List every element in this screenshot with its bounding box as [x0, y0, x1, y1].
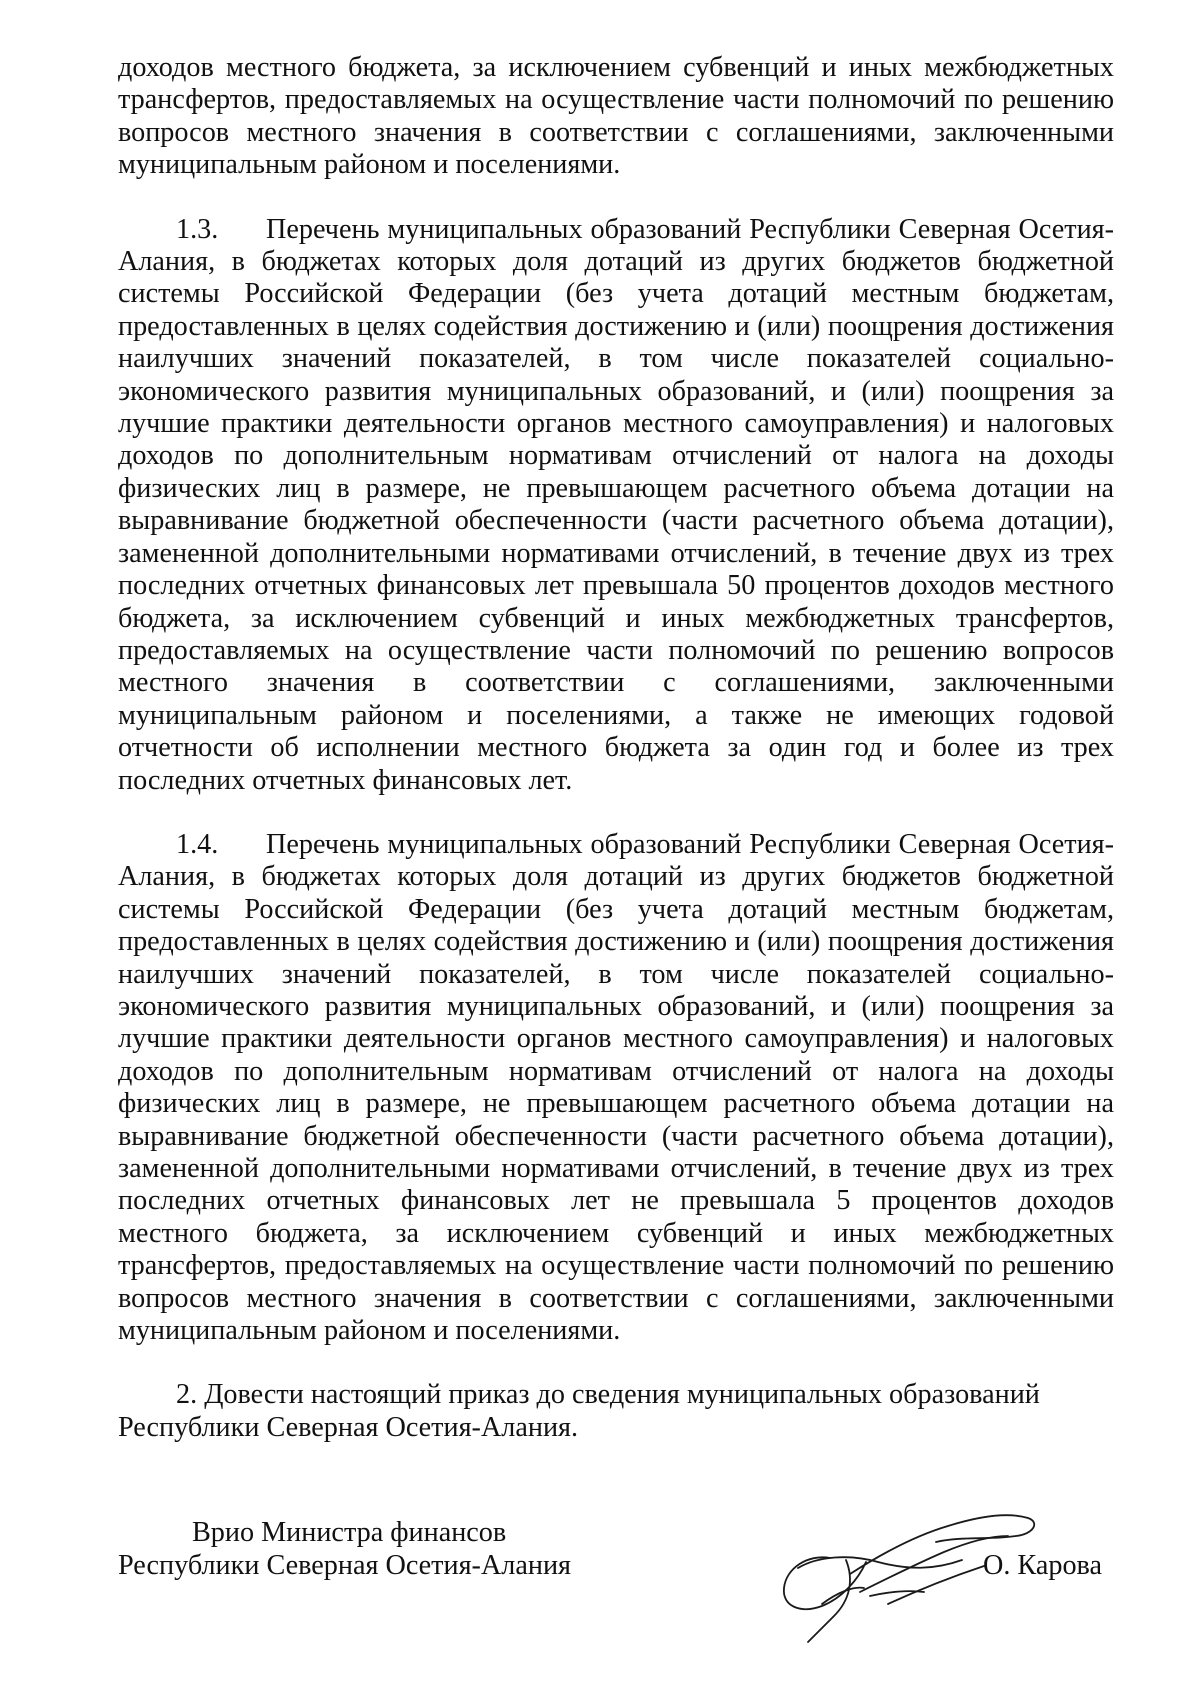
signer-position-line-1: Врио Министра финансов [192, 1517, 507, 1548]
paragraph-2: 2. Довести настоящий приказ до сведения муниципальных образований Республики Северная Осетия-Алания. [118, 1379, 1040, 1443]
signer-name: О. Карова [982, 1550, 1102, 1581]
paragraph-continuation: доходов местного бюджета, за исключением субвенций и иных межбюджетных трансфертов, предоставляемых на осуществление части полномочий по решению вопросов местного значения в соответствии с соглашениями, заключенными муниципальным районом и поселениями. [118, 52, 1114, 181]
paragraph-gap [118, 182, 1114, 214]
paragraph-1-4 [118, 829, 1114, 1348]
paragraph-gap [118, 797, 1114, 829]
paragraph-number: 1.4. [176, 828, 219, 860]
signer-position [118, 1516, 678, 1582]
paragraph-1-3 [118, 214, 1114, 797]
signer-position-line-2: Республики Северная Осетия-Алания [118, 1550, 572, 1581]
paragraph-number: 1.3. [176, 213, 219, 245]
paragraph-text: Перечень муниципальных образований Республики Северная Осетия-Алания, в бюджетах которых доля дотаций из других бюджетов бюджетной системы Российской Федерации (без учета дотаций местным бюджетам, предоставленных в целях содействия достижению и (или) поощрения достижения наилучших значений показателей, в том числе показателей социально-экономического развития муниципальных образований, и (или) поощрения за лучшие практики деятельности органов местного самоуправления) и налоговых доходов по дополнительным нормативам отчислений от налога на доходы физических лиц в размере, не превышающем расчетного объема дотации на выравнивание бюджетной обеспеченности (части расчетного объема дотации), замененной дополнительными нормативами отчислений, в течение двух из трех последних отчетных финансовых лет не превышала 5 процентов доходов местного бюджета, за исключением субвенций и иных межбюджетных трансфертов, предоставляемых на осуществление части полномочий по решению вопросов местного значения в соответствии с соглашениями, заключенными муниципальным районом и поселениями. [118, 828, 1115, 1347]
paragraph-text: Перечень муниципальных образований Республики Северная Осетия-Алания, в бюджетах которых доля дотаций из других бюджетов бюджетной системы Российской Федерации (без учета дотаций местным бюджетам, предоставленных в целях содействия достижению и (или) поощрения достижения наилучших значений показателей, в том числе показателей социально-экономического развития муниципальных образований, и (или) поощрения за лучшие практики деятельности органов местного самоуправления) и налоговых доходов по дополнительным нормативам отчислений от налога на доходы физических лиц в размере, не превышающем расчетного объема дотации на выравнивание бюджетной обеспеченности (части расчетного объема дотации), замененной дополнительными нормативами отчислений, в течение двух из трех последних отчетных финансовых лет превышала 50 процентов доходов местного бюджета, за исключением субвенций и иных межбюджетных трансфертов, предоставляемых на осуществление части полномочий по решению вопросов местного значения в соответствии с соглашениями, заключенными муниципальным районом и поселениями, а также не имеющих годовой отчетности об исполнении местного бюджета за один год и более из трех последних отчетных финансовых лет. [118, 213, 1115, 796]
document-body [118, 52, 1114, 1444]
paragraph-gap [118, 1347, 1114, 1379]
signature-block [118, 1516, 1114, 1636]
